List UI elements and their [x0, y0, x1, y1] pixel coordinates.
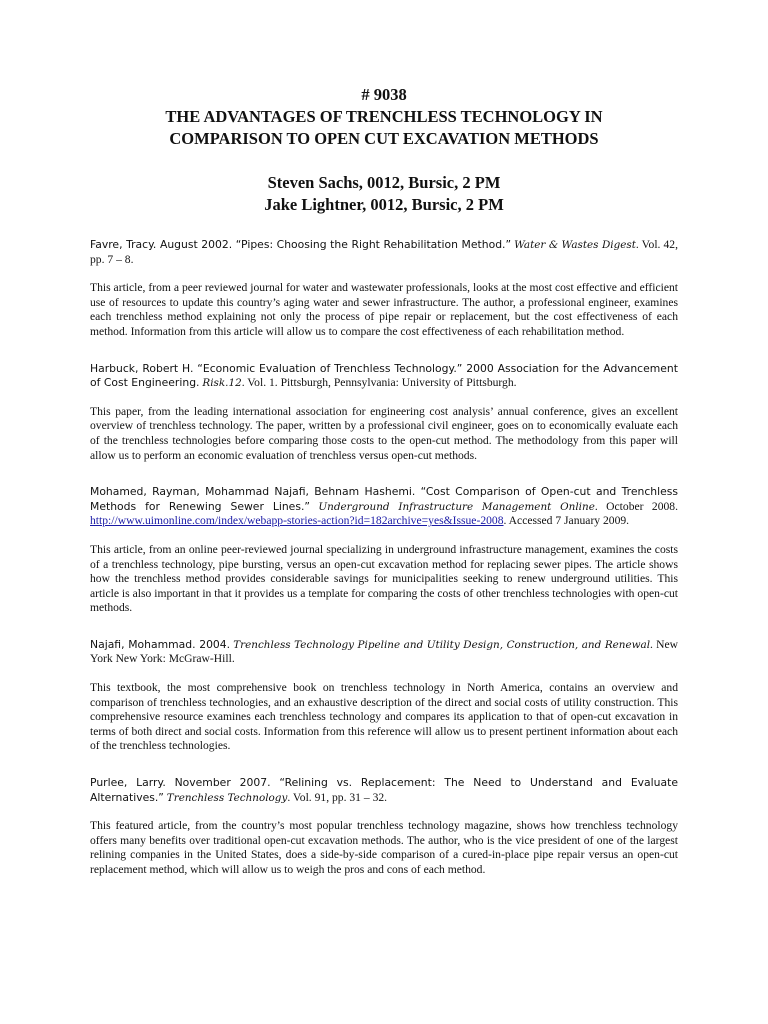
citation-url-link[interactable]: http://www.uimonline.com/index/webapp-stories-action?id=182archive=yes&Issue-2008 — [90, 514, 504, 528]
author-2: Jake Lightner, 0012, Bursic, 2 PM — [264, 195, 504, 214]
title-line-2: COMPARISON TO OPEN CUT EXCAVATION METHODS — [169, 129, 599, 148]
annotation-4: This textbook, the most comprehensive book on trenchless technology in North America, contains an overview and comparison of trenchless technologies, and an exhaustive description of the direct and social costs of utility construction. This comprehensive resource examines each trenchless technology and compares its application to that of open-cut excavation in terms of both direct and social costs. Information from this reference will allow us to present pertinent information about each of the trenchless technologies. — [90, 681, 678, 753]
citation-5 — [90, 776, 678, 805]
document-heading — [90, 84, 678, 150]
citation-text: Harbuck, Robert H. “Economic Evaluation of Trenchless Technology.” 2000 Association for the Advancement of Cost Engineering. — [90, 361, 678, 390]
journal-title: Water & Wastes Digest — [514, 239, 636, 251]
authors-block — [90, 172, 678, 216]
citation-2 — [90, 362, 678, 391]
citation-text: Purlee, Larry. November 2007. “Relining vs. Replacement: The Need to Understand and Evaluate Alternatives.” — [90, 776, 678, 804]
citation-text: Mohamed, Rayman, Mohammad Najafi, Behnam Hashemi. “Cost Comparison of Open-cut and Trenchless Methods for Renewing Sewer Lines.” — [90, 485, 678, 513]
annotation-2: This paper, from the leading international association for engineering cost analysis’ annual conference, gives an excellent overview of trenchless technology. The paper, written by a professional civil engineer, goes on to economically evaluate each of the trenchless technologies before comparing those costs to the open-cut method. The methodology from this paper will allow us to perform an economic evaluation of trenchless versus open-cut methods. — [90, 404, 678, 462]
citation-details: . Vol. 1. Pittsburgh, Pennsylvania: University of Pittsburgh. — [241, 376, 517, 390]
citation-details: . October 2008. — [594, 499, 678, 513]
document-page — [90, 84, 678, 878]
journal-title: Trenchless Technology — [166, 791, 288, 804]
annotation-5: This featured article, from the country’s most popular trenchless technology magazine, shows how trenchless technology offers many benefits over traditional open-cut excavation methods. The author, who is the vice president of one of the largest relining companies in the United States, does a side-by-side comparison of a cured-in-place pipe repair versus an open-cut replacement method, which will allow us to weigh the pros and cons of each method. — [90, 819, 678, 876]
citation-accessed: . Accessed 7 January 2009. — [503, 514, 630, 528]
citation-details: . Vol. 91, pp. 31 – 32. — [287, 790, 388, 804]
citation-3 — [90, 485, 678, 529]
citation-details: . Vol. 42, pp. 7 – 8. — [90, 238, 678, 266]
annotation-1: This article, from a peer reviewed journal for water and wastewater professionals, looks at the most cost effective and efficient use of resources to update this country’s aging water and sewer infrastructure. The author, a professional engineer, examines each trenchless method explaining not only the process of pipe repair or replacement, but the cost effectiveness of each method. Information from this article will allow us to compare the cost effectiveness of each rehabilitation method. — [90, 281, 678, 338]
citation-text: Najafi, Mohammad. 2004. — [90, 637, 231, 651]
citation-1 — [90, 238, 678, 267]
citation-4 — [90, 638, 678, 667]
author-1: Steven Sachs, 0012, Bursic, 2 PM — [267, 173, 501, 192]
book-title: Trenchless Technology Pipeline and Utility Design, Construction, and Renewal — [233, 638, 651, 651]
journal-title: Risk.12 — [202, 377, 242, 390]
document-number: # 9038 — [361, 85, 407, 104]
citation-details: . New York New York: McGraw-Hill. — [90, 637, 678, 666]
annotation-3: This article, from an online peer-reviewed journal specializing in underground infrastructure management, examines the costs of a trenchless technology, pipe bursting, versus an open-cut excavation method for replacing sewer pipes. The article shows how the trenchless method provides considerable savings for municipalities seeking to renew underground utilities. This article is also important in that it provides us a template for comparing the costs of other trenchless technologies with open-cut methods. — [90, 542, 678, 615]
title-line-1: THE ADVANTAGES OF TRENCHLESS TECHNOLOGY IN — [165, 107, 603, 126]
citation-text: Favre, Tracy. August 2002. “Pipes: Choosing the Right Rehabilitation Method.” — [90, 238, 512, 251]
journal-title: Underground Infrastructure Management Online — [318, 500, 595, 513]
